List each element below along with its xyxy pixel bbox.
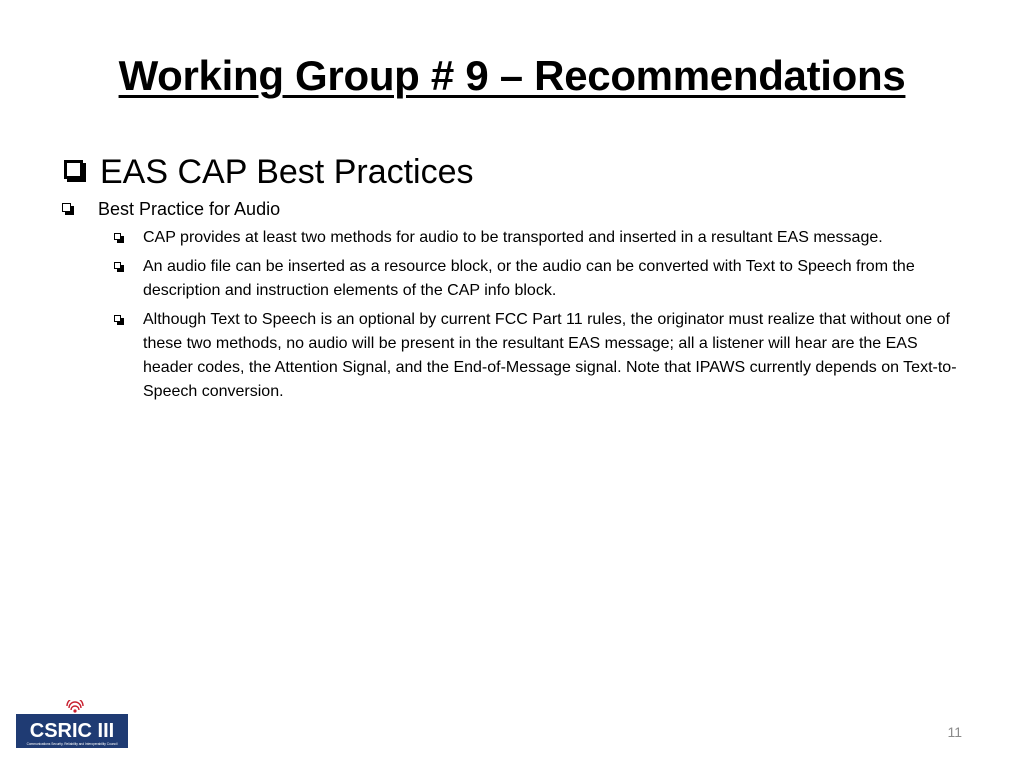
checkbox-bullet-icon [64,160,86,182]
signal-icon [67,700,83,710]
bullet-text: An audio file can be inserted as a resource block, or the audio can be converted with Text to Speech from the description and instruction elements of the CAP info block. [143,258,915,299]
page-number: 11 [947,724,962,740]
logo-text: CSRIC III [29,720,115,742]
csric-logo [16,700,128,750]
subheading-text: Best Practice for Audio [98,199,281,219]
heading-text: EAS CAP Best Practices [100,153,474,191]
checkbox-bullet-icon [114,315,124,325]
bullet-item [114,226,960,250]
bullet-item [114,255,960,303]
logo-tagline: Communications Security, Reliability and Interoperability Council [26,742,118,746]
bullet-text: CAP provides at least two methods for audio to be transported and inserted in a resultant EAS message. [143,229,883,246]
bullet-item [114,308,960,404]
slide-content [60,150,960,409]
checkbox-bullet-icon [114,262,124,272]
heading-bullet [60,150,960,194]
slide-title: Working Group # 9 – Recommendations [118,52,906,99]
checkbox-bullet-icon [62,203,74,215]
checkbox-bullet-icon [114,233,124,243]
subheading-bullet [62,196,960,222]
bullet-text: Although Text to Speech is an optional by current FCC Part 11 rules, the originator must realize that without one of these two methods, no audio will be present in the resultant EAS message; all a listener will hear are the EAS header codes, the Attention Signal, and the End-of-Message signal. Note that IPAWS currently depends on Text-to-Speech conversion. [143,311,957,400]
